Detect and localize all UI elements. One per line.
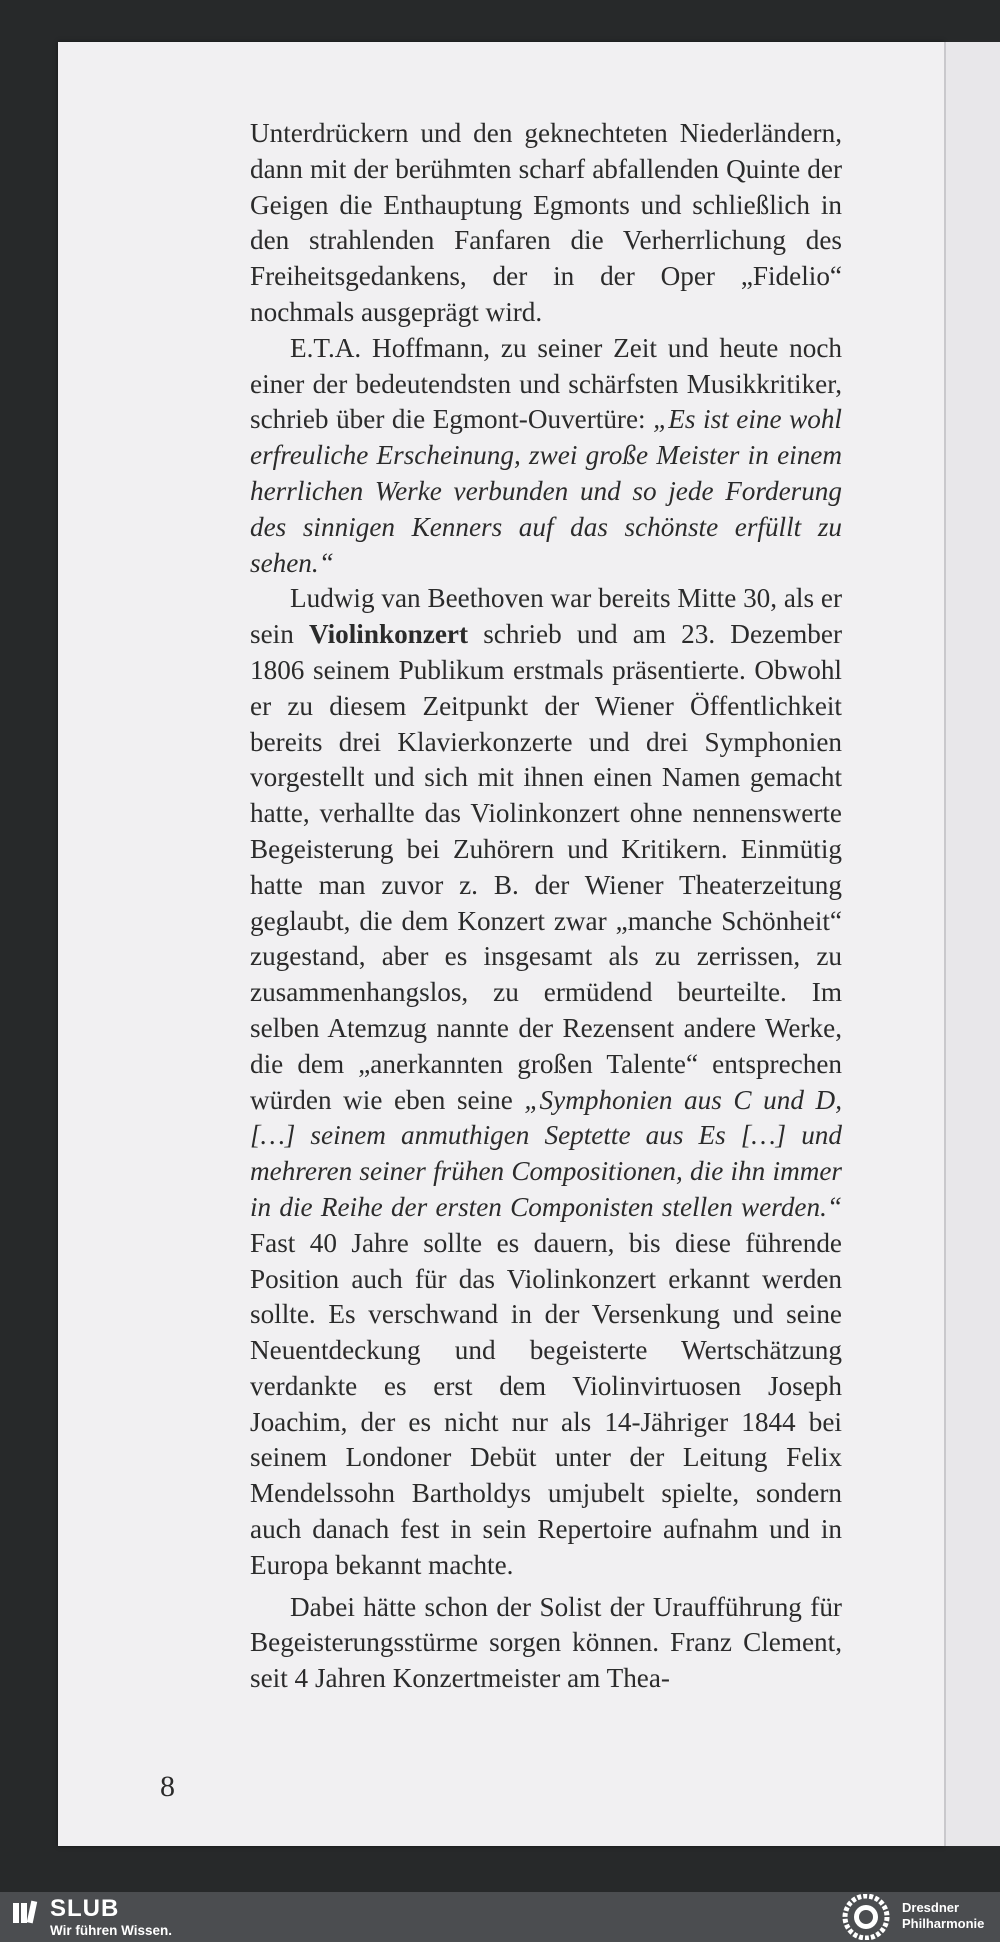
paragraph-text: Ludwig van Beethoven war bereits Mitte 30, als er sein	[250, 583, 842, 650]
viewer-footer	[0, 1892, 1000, 1942]
paragraph-text: Unterdrückern und den geknechteten Niederländern, dann mit der berühmten scharf abfallenden Quinte der Geigen die Enthauptung Egmonts und schließlich in den strahlenden Fanfaren die Verherrlichung des Freiheitsgedankens, der in der Oper „Fidelio“ nochmals ausgeprägt wird.	[250, 118, 842, 327]
paragraph-text: schrieb und am 23. Dezember 1806 seinem Publikum erstmals präsentierte. Obwohl er zu diesem Zeitpunkt der Wiener Öffentlichkeit bereits drei Klavierkonzerte und drei Symphonien vorgestellt und sich mit ihnen einen Namen gemacht hatte, verhallte das Violinkonzert ohne nennenswerte Begeisterung bei Zuhörern und Kritikern. Einmütig hatte man zuvor z. B. der Wiener Theaterzeitung geglaubt, die dem Konzert zwar „manche Schönheit“ zugestand, aber es insgesamt als zu zerrissen, zu zusammenhangslos, zu ermüdend beurteilte. Im selben Atemzug nannte der Rezensent andere Werke, die dem „anerkannten großen Talente“ entsprechen würden wie eben seine	[250, 619, 843, 1115]
work-title-text: Violinkonzert	[308, 619, 469, 650]
adjacent-page-edge	[944, 42, 1000, 1846]
partner-name-line1: Dresdner	[902, 1900, 960, 1915]
paragraph-text: Fast 40 Jahre sollte es dauern, bis diese führende Position auch für das Violinkonzert erkannt werden sollte. Es verschwand in der Versenkung und seine Neuentdeckung und begeisterte Wertschätzung verdankte es erst dem Violinvirtuosen Joseph Joachim, der es nicht nur als 14-Jähriger 1844 bei seinem Londoner Debüt unter der Leitung Felix Mendelssohn Bartholdys umjubelt spielte, sondern auch danach fest in sein Repertoire aufnahm und in Europa bekannt machte.	[250, 1227, 842, 1580]
paragraph-text: E.T.A. Hoffmann, zu seiner Zeit und heute noch einer der bedeutendsten und schärfsten Musikkritiker, schrieb über die Egmont-Ouvertüre:	[250, 332, 842, 435]
quotation-text: „Es ist eine wohl erfreuliche Erscheinung, zwei große Meister in einem herrlichen Werke verbunden und so jede Forderung des sinnigen Kenners auf das schönste erfüllt zu sehen.“	[250, 404, 842, 578]
paragraph	[250, 1590, 842, 1697]
slub-logo-icon	[12, 1900, 38, 1926]
page-number: 8	[160, 1770, 175, 1803]
paragraph	[250, 116, 842, 331]
paragraph-text: Dabei hätte schon der Solist der Uraufführung für Begeisterungsstürme sorgen können. Franz Clement, seit 4 Jahren Konzertmeister am Thea-	[250, 1591, 842, 1694]
library-tagline: Wir führen Wissen.	[50, 1923, 173, 1938]
partner-name-line2: Philharmonie	[902, 1916, 985, 1931]
partner-name[interactable]	[902, 1900, 984, 1932]
paragraph	[250, 331, 842, 582]
philharmonie-logo-icon	[840, 1894, 892, 1940]
body-text	[250, 116, 842, 1697]
quotation-text: „Symphonien aus C und D, […] seinem anmuthigen Septette aus Es […] und mehreren seiner frühen Compositionen, die ihn immer in die Reihe der ersten Componisten stellen werden.“	[250, 1084, 842, 1222]
paragraph	[250, 581, 842, 1583]
library-name[interactable]: SLUB	[50, 1895, 120, 1922]
